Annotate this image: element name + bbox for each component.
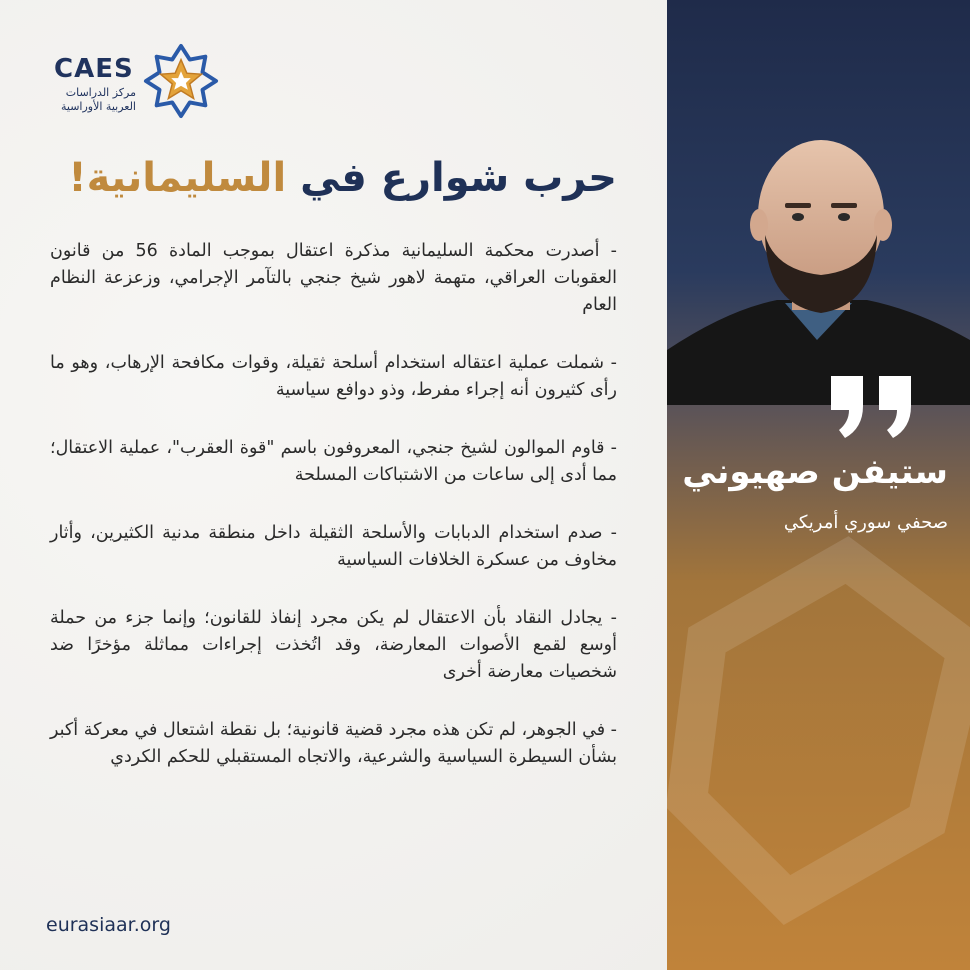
author-panel (667, 0, 970, 970)
paragraph: - أصدرت محكمة السليمانية مذكرة اعتقال بموجب المادة 56 من قانون العقوبات العراقي، متهمة لاهور شيخ جنجي بالتآمر الإجرامي، وزعزعة النظام العام (50, 241, 617, 315)
article-body (50, 238, 617, 802)
headline-highlight: السليمانية! (68, 155, 287, 201)
author-photo (667, 95, 970, 405)
caes-logo (50, 42, 220, 122)
paragraph: - شملت عملية اعتقاله استخدام أسلحة ثقيلة، وقوات مكافحة الإرهاب، وهو ما رأى كثيرون أنه إجراء مفرط، وذو دوافع سياسية (50, 353, 617, 400)
headline (57, 155, 617, 201)
paragraph: - يجادل النقاد بأن الاعتقال لم يكن مجرد إنفاذ للقانون؛ وإنما جزء من حملة أوسع لقمع الأصوات المعارضة، وقد اتُخذت إجراءات مماثلة مؤخرًا ضد شخصيات معارضة أخرى (50, 608, 617, 682)
website-link[interactable]: eurasiaar.org (46, 914, 171, 936)
quote-mark-icon (827, 372, 919, 442)
author-name: ستيفن صهيوني (682, 452, 948, 492)
logo-line-2: العربية الأوراسية (60, 100, 136, 113)
paragraph: - قاوم الموالون لشيخ جنجي، المعروفون باسم "قوة العقرب"، عملية الاعتقال؛ مما أدى إلى ساعات من الاشتباكات المسلحة (50, 438, 617, 485)
star-emblem-icon (142, 42, 220, 120)
paragraph: - صدم استخدام الدبابات والأسلحة الثقيلة داخل منطقة مدنية الكثيرين، وأثار مخاوف من عسكرة الخلافات السياسية (50, 523, 617, 570)
paragraph: - في الجوهر، لم تكن هذه مجرد قضية قانونية؛ بل نقطة اشتعال في معركة أكبر بشأن السيطرة السياسية والشرعية، والاتجاه المستقبلي للحكم الكردي (50, 720, 617, 767)
headline-text: حرب شوارع في (300, 155, 617, 201)
logo-line-1: مركز الدراسات (65, 86, 136, 99)
author-role: صحفي سوري أمريكي (783, 512, 948, 533)
logo-abbreviation: CAES (54, 54, 134, 84)
